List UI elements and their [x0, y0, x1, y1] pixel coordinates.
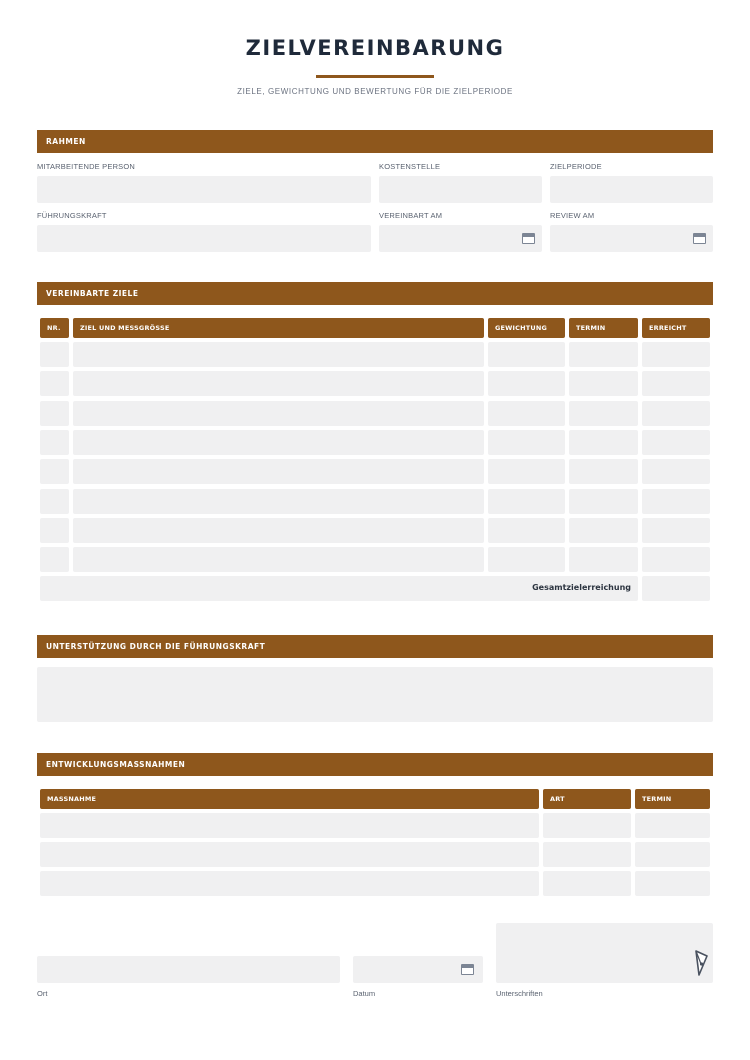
datum-field[interactable]	[353, 956, 483, 983]
erreicht-cell[interactable]	[642, 430, 710, 455]
erreicht-cell[interactable]	[642, 547, 710, 572]
termin-cell[interactable]	[635, 813, 710, 838]
review-date-field[interactable]	[550, 225, 713, 252]
ort-label: Ort	[37, 989, 48, 998]
gewichtung-cell[interactable]	[488, 459, 565, 484]
page-title: ZIELVEREINBARUNG	[245, 36, 505, 60]
erreicht-cell[interactable]	[642, 489, 710, 514]
calendar-icon[interactable]	[461, 964, 474, 975]
fuehrungskraft-label: FÜHRUNGSKRAFT	[37, 211, 107, 220]
termin-cell[interactable]	[569, 459, 638, 484]
vereinbart-date-field[interactable]	[379, 225, 542, 252]
nr-cell[interactable]	[40, 518, 69, 543]
gewichtung-cell[interactable]	[488, 518, 565, 543]
nr-cell[interactable]	[40, 371, 69, 396]
termin-cell[interactable]	[635, 842, 710, 867]
zielperiode-field[interactable]	[550, 176, 713, 203]
termin-cell[interactable]	[569, 371, 638, 396]
gewichtung-cell[interactable]	[488, 401, 565, 426]
total-value-cell[interactable]	[642, 576, 710, 601]
nr-cell[interactable]	[40, 459, 69, 484]
erreicht-cell[interactable]	[642, 401, 710, 426]
column-header-gewichtung: GEWICHTUNG	[488, 318, 565, 338]
column-header-termin: TERMIN	[569, 318, 638, 338]
termin-cell[interactable]	[635, 871, 710, 896]
nr-cell[interactable]	[40, 489, 69, 514]
erreicht-cell[interactable]	[642, 371, 710, 396]
ziel-cell[interactable]	[73, 401, 484, 426]
pen-nib-icon	[693, 950, 709, 976]
gewichtung-cell[interactable]	[488, 430, 565, 455]
ziel-cell[interactable]	[73, 371, 484, 396]
column-header-massnahme: MASSNAHME	[40, 789, 539, 809]
erreicht-cell[interactable]	[642, 342, 710, 367]
section-header-unterstuetzung: UNTERSTÜTZUNG DURCH DIE FÜHRUNGSKRAFT	[37, 635, 713, 658]
massnahme-cell[interactable]	[40, 813, 539, 838]
nr-cell[interactable]	[40, 401, 69, 426]
ort-field[interactable]	[37, 956, 340, 983]
calendar-icon[interactable]	[522, 233, 535, 244]
title-divider	[316, 75, 434, 78]
massnahme-cell[interactable]	[40, 871, 539, 896]
art-cell[interactable]	[543, 871, 631, 896]
section-header-ziele: VEREINBARTE ZIELE	[37, 282, 713, 305]
unterschriften-label: Unterschriften	[496, 989, 543, 998]
fuehrungskraft-field[interactable]	[37, 225, 371, 252]
column-header-ziel: ZIEL UND MESSGRÖSSE	[73, 318, 484, 338]
ziel-cell[interactable]	[73, 547, 484, 572]
unterstuetzung-textarea[interactable]	[37, 667, 713, 722]
total-label: Gesamtzielerreichung	[532, 583, 631, 592]
signature-field[interactable]	[496, 923, 713, 983]
nr-cell[interactable]	[40, 430, 69, 455]
vereinbart-label: VEREINBART AM	[379, 211, 443, 220]
column-header-erreicht: ERREICHT	[642, 318, 710, 338]
gewichtung-cell[interactable]	[488, 489, 565, 514]
termin-cell[interactable]	[569, 401, 638, 426]
section-header-rahmen: RAHMEN	[37, 130, 713, 153]
termin-cell[interactable]	[569, 518, 638, 543]
column-header-nr: NR.	[40, 318, 69, 338]
ziel-cell[interactable]	[73, 459, 484, 484]
erreicht-cell[interactable]	[642, 459, 710, 484]
person-field[interactable]	[37, 176, 371, 203]
zielperiode-label: ZIELPERIODE	[550, 162, 602, 171]
gewichtung-cell[interactable]	[488, 342, 565, 367]
art-cell[interactable]	[543, 813, 631, 838]
datum-label: Datum	[353, 989, 376, 998]
page-subtitle: ZIELE, GEWICHTUNG UND BEWERTUNG FÜR DIE ZIELPERIODE	[237, 87, 513, 96]
review-label: REVIEW AM	[550, 211, 595, 220]
ziel-cell[interactable]	[73, 342, 484, 367]
kostenstelle-label: KOSTENSTELLE	[379, 162, 441, 171]
gewichtung-cell[interactable]	[488, 547, 565, 572]
ziel-cell[interactable]	[73, 430, 484, 455]
person-label: MITARBEITENDE PERSON	[37, 162, 136, 171]
nr-cell[interactable]	[40, 547, 69, 572]
column-header-termin-massnahme: TERMIN	[635, 789, 710, 809]
termin-cell[interactable]	[569, 430, 638, 455]
termin-cell[interactable]	[569, 342, 638, 367]
ziel-cell[interactable]	[73, 489, 484, 514]
nr-cell[interactable]	[40, 342, 69, 367]
column-header-art: ART	[543, 789, 631, 809]
kostenstelle-field[interactable]	[379, 176, 542, 203]
termin-cell[interactable]	[569, 547, 638, 572]
section-header-entwicklung: ENTWICKLUNGSMASSNAHMEN	[37, 753, 713, 776]
gewichtung-cell[interactable]	[488, 371, 565, 396]
art-cell[interactable]	[543, 842, 631, 867]
ziel-cell[interactable]	[73, 518, 484, 543]
calendar-icon[interactable]	[693, 233, 706, 244]
termin-cell[interactable]	[569, 489, 638, 514]
erreicht-cell[interactable]	[642, 518, 710, 543]
massnahme-cell[interactable]	[40, 842, 539, 867]
